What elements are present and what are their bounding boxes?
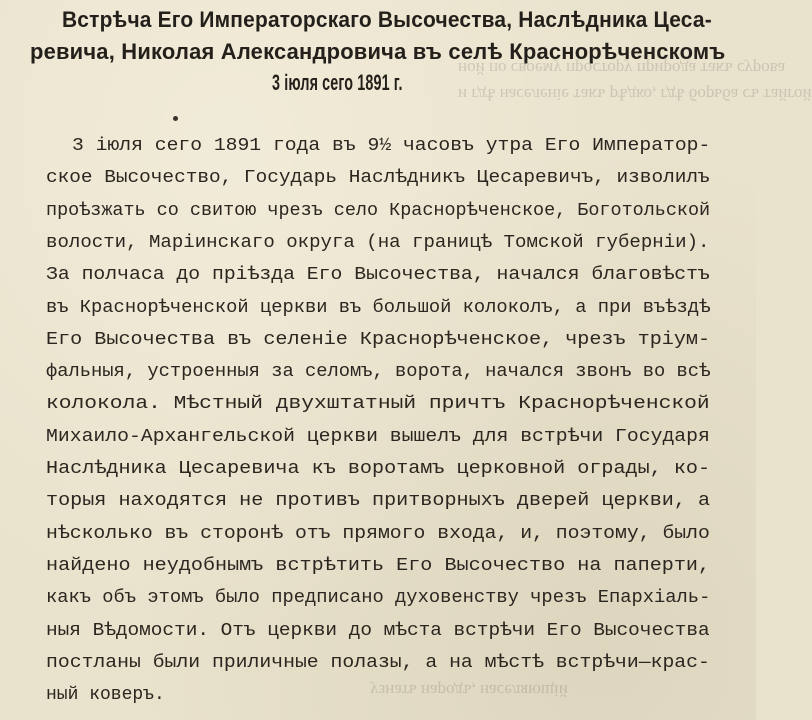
body-line: ныя Вѣдомости. Отъ церкви до мѣста встрѣчи Его Высочества [46, 621, 710, 641]
body-line: Михаило-Архангельской церкви вышелъ для встрѣчи Государя [46, 427, 710, 447]
bleed-through-text: ной по своему простору природа такъ сурова [458, 59, 786, 78]
title-line-2: ревича, Николая Александровича въ селѣ Краснорѣченскомъ [30, 39, 726, 64]
body-line: колокола. Мѣстный двухштатный причтъ Краснорѣченской [46, 394, 710, 414]
body-line: нѣсколько въ сторонѣ отъ прямого входа, и, поэтому, было [46, 524, 710, 544]
title-line-1: Встрѣча Его Императорскаго Высочества, Наслѣдника Цеса- [62, 7, 712, 32]
body-line: въ Краснорѣченской церкви въ большой колоколъ, а при въѣздѣ [46, 298, 711, 318]
body-line: ный коверъ. [46, 685, 165, 705]
body-line: 3 іюля сего 1891 года въ 9½ часовъ утра Его Император- [72, 136, 711, 156]
ink-dot [173, 116, 178, 121]
body-line: постланы были приличные полазы, а на мѣстѣ встрѣчи—крас- [46, 653, 710, 673]
body-line: найдено неудобнымъ встрѣтить Его Высочество на паперти, [46, 556, 711, 576]
body-line: проѣзжать со свитою чрезъ село Краснорѣченское, Боготольской [46, 201, 711, 221]
body-line: Наслѣдника Цесаревича къ воротамъ церковной ограды, ко- [46, 459, 711, 479]
body-line: ское Высочество, Государь Наслѣдникъ Цесаревичъ, изволилъ [46, 168, 710, 188]
body-line: торыя находятся не противъ притворныхъ дверей церкви, а [46, 491, 711, 511]
body-line: какъ объ этомъ было предписано духовенству чрезъ Епархіаль- [46, 588, 711, 608]
body-line: За полчаса до пріѣзда Его Высочества, начался благовѣстъ [46, 265, 710, 285]
body-line: Его Высочества въ селеніе Краснорѣченское, чрезъ тріум- [46, 330, 711, 350]
body-line: волости, Маріинскаго округа (на границѣ Томской губерніи). [46, 233, 710, 253]
bleed-through-text: и гдѣ населеніе такъ рѣдко, гдѣ борьба съ тайгой [458, 85, 812, 104]
body-line: фальныя, устроенныя за селомъ, ворота, начался звонъ во всѣ [46, 362, 711, 382]
bleed-through-text: узнать народъ, населяющій [370, 681, 568, 700]
title-line-3: 3 іюля сего 1891 г. [272, 70, 403, 95]
